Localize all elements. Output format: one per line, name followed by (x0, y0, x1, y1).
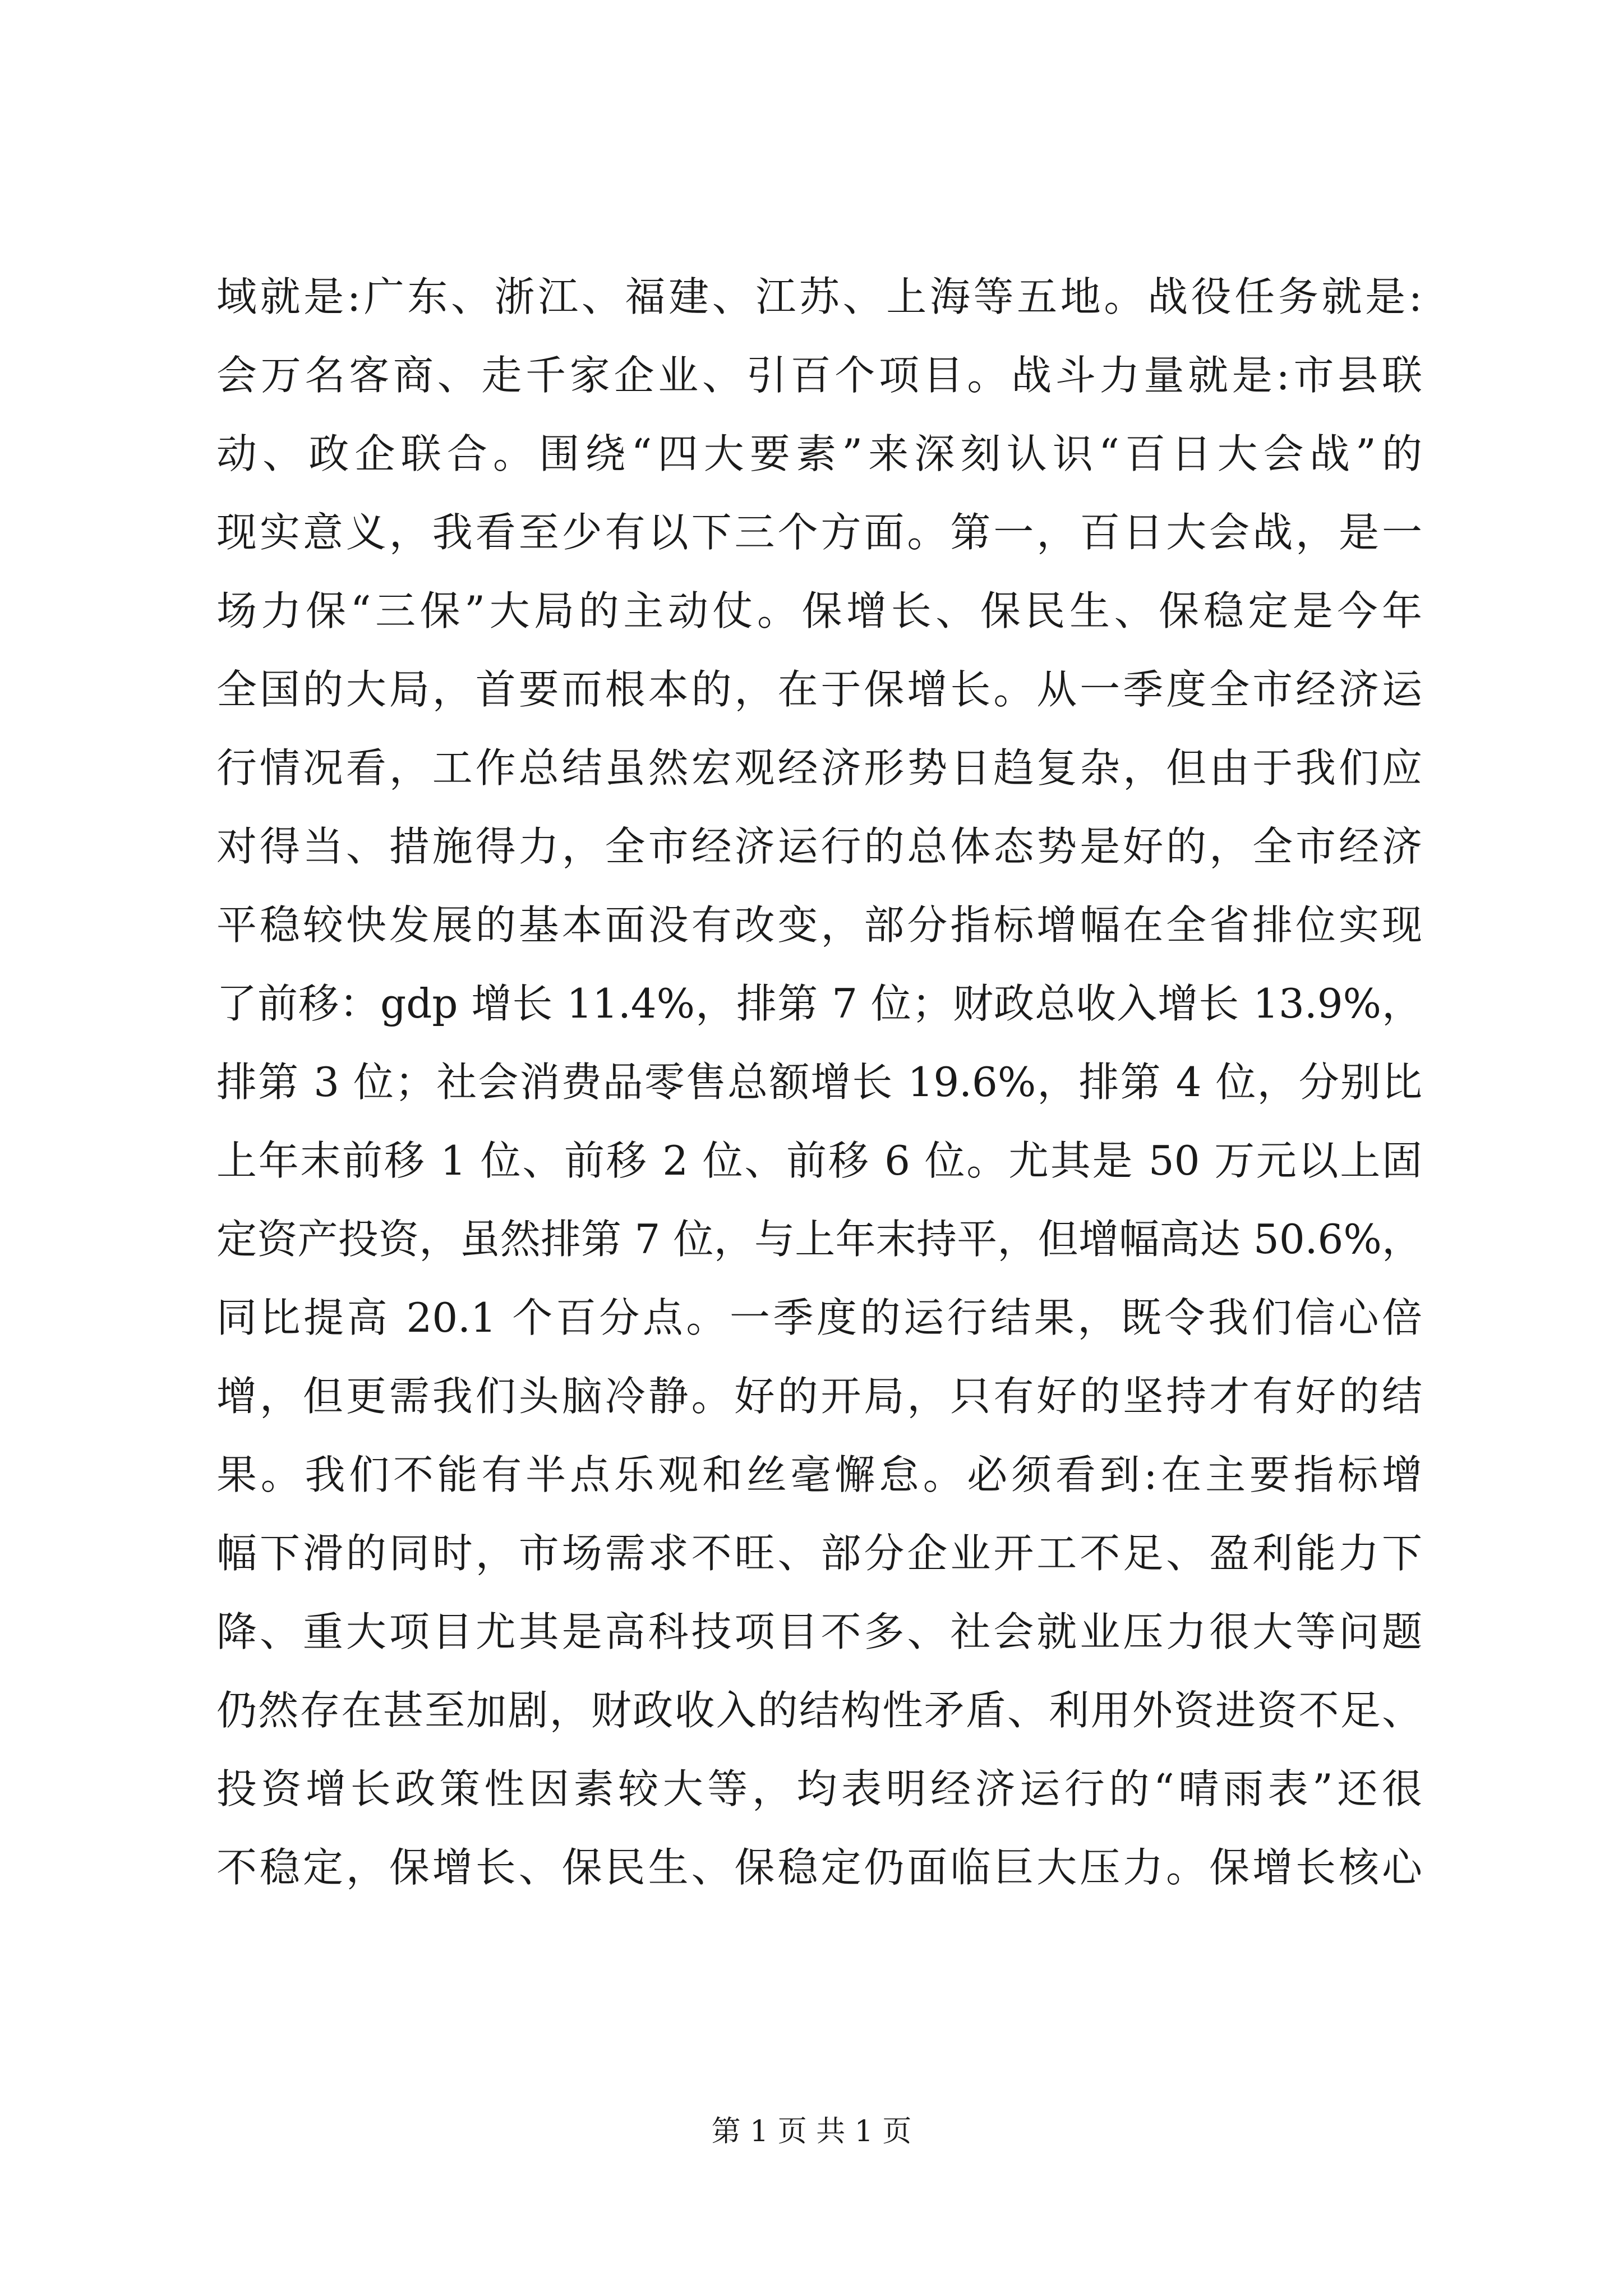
page-footer: 第 1 页 共 1 页 (711, 2115, 912, 2148)
text-line-21: 不稳定，保增长、保民生、保稳定仍面临巨大压力。保增长核心 (216, 1844, 1422, 1891)
text-line-8: 对得当、措施得力，全市经济运行的总体态势是好的，全市经济 (216, 823, 1422, 870)
text-line-20: 投资增长政策性因素较大等，均表明经济运行的“晴雨表”还很 (216, 1765, 1422, 1812)
text-line-6: 全国的大局，首要而根本的，在于保增长。从一季度全市经济运 (216, 666, 1422, 713)
text-line-10: 了前移：gdp 增长 11.4%，排第 7 位；财政总收入增长 13.9%， (216, 980, 1422, 1027)
text-line-11: 排第 3 位；社会消费品零售总额增长 19.6%，排第 4 位，分别比 (216, 1059, 1422, 1106)
text-line-16: 果。我们不能有半点乐观和丝毫懈怠。必须看到:在主要指标增 (216, 1451, 1422, 1498)
text-line-4: 现实意义，我看至少有以下三个方面。第一，百日大会战，是一 (216, 509, 1422, 556)
text-line-14: 同比提高 20.1 个百分点。一季度的运行结果，既令我们信心倍 (216, 1294, 1422, 1341)
text-line-3: 动、政企联合。围绕“四大要素”来深刻认识“百日大会战”的 (216, 430, 1422, 477)
text-line-18: 降、重大项目尤其是高科技项目不多、社会就业压力很大等问题 (216, 1608, 1422, 1655)
text-line-15: 增，但更需我们头脑冷静。好的开局，只有好的坚持才有好的结 (216, 1373, 1422, 1420)
text-line-7: 行情况看，工作总结虽然宏观经济形势日趋复杂，但由于我们应 (216, 744, 1422, 792)
text-line-2: 会万名客商、走千家企业、引百个项目。战斗力量就是:市县联 (216, 352, 1422, 399)
text-line-13: 定资产投资，虽然排第 7 位，与上年末持平，但增幅高达 50.6%， (216, 1216, 1422, 1263)
text-line-12: 上年末前移 1 位、前移 2 位、前移 6 位。尤其是 50 万元以上固 (216, 1137, 1422, 1184)
text-line-5: 场力保“三保”大局的主动仗。保增长、保民生、保稳定是今年 (216, 587, 1422, 634)
text-line-19: 仍然存在甚至加剧，财政收入的结构性矛盾、利用外资进资不足、 (216, 1687, 1422, 1734)
text-line-9: 平稳较快发展的基本面没有改变，部分指标增幅在全省排位实现 (216, 901, 1422, 949)
text-line-1: 域就是:广东、浙江、福建、江苏、上海等五地。战役任务就是: (216, 273, 1422, 320)
text-line-17: 幅下滑的同时，市场需求不旺、部分企业开工不足、盈利能力下 (216, 1530, 1422, 1577)
